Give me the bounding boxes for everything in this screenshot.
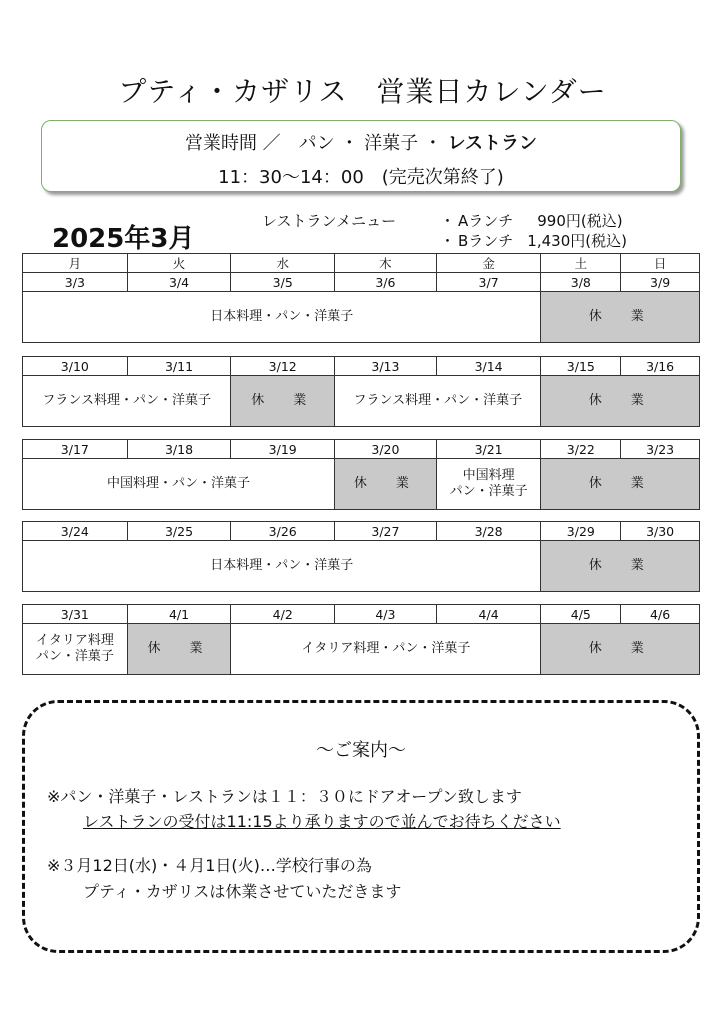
date-row: [23, 605, 699, 624]
date-cell: 3/11: [128, 357, 232, 375]
menu-item-price: 990円(税込): [537, 212, 623, 230]
schedule-row: [23, 376, 699, 426]
notice-line: ※パン・洋菓子・レストランは１１：３０にドアオープン致します: [47, 787, 522, 806]
open-day-cell: 中国料理・パン・洋菓子: [23, 459, 335, 509]
calendar-week-1: [22, 253, 700, 343]
date-cell: 3/31: [23, 605, 128, 623]
date-cell: 4/6: [650, 606, 671, 622]
date-cell: 3/22: [541, 440, 621, 458]
notice-title: 〜ご案内〜: [316, 740, 406, 761]
calendar-week-4: [22, 521, 700, 592]
calendar-week-3: [22, 439, 700, 510]
weekday-sat: 土: [541, 254, 621, 272]
date-cell: 3/9: [650, 274, 671, 290]
business-hours-time: 11：30〜14：00 (完売次第終了): [218, 167, 504, 188]
weekday-wed: 水: [231, 254, 335, 272]
schedule-row: [23, 541, 699, 591]
date-cell: 3/21: [437, 440, 542, 458]
date-cell: 3/12: [231, 357, 335, 375]
weekday-mon: 月: [23, 254, 128, 272]
closed-day-cell: 休 業: [541, 292, 699, 342]
notice-line-underlined: レストランの受付は11:15より承りますので並んでお待ちください: [83, 812, 561, 831]
date-cell: 3/25: [128, 522, 232, 540]
notice-line: ※３月12日(水)・４月1日(火)…学校行事の為: [47, 856, 372, 875]
date-cell: 3/6: [335, 273, 437, 291]
date-cell: 3/7: [437, 273, 542, 291]
date-row: [23, 273, 699, 292]
date-cell: 4/3: [335, 605, 437, 623]
closed-day-cell: 休 業: [231, 376, 335, 426]
date-cell: 3/26: [231, 522, 335, 540]
date-cell: 3/28: [437, 522, 542, 540]
weekday-sun: 日: [653, 256, 667, 271]
date-cell: 3/16: [646, 358, 675, 374]
notice-box: [22, 700, 700, 953]
closed-day-cell: 休 業: [541, 541, 699, 591]
date-cell: 3/18: [128, 440, 232, 458]
date-cell: 4/4: [437, 605, 542, 623]
open-day-cell: [437, 459, 542, 509]
date-cell: 3/27: [335, 522, 437, 540]
menu-item-name: Bランチ: [458, 232, 514, 250]
date-cell: 4/2: [231, 605, 335, 623]
business-hours-label: [42, 129, 680, 155]
restaurant-menu-title: レストランメニュー: [262, 212, 397, 230]
open-day-cell: フランス料理・パン・洋菓子: [335, 376, 541, 426]
closed-day-cell: 休 業: [128, 624, 232, 674]
closed-day-cell: 休 業: [335, 459, 437, 509]
menu-item-b: [440, 230, 627, 251]
open-day-line: 中国料理: [462, 468, 515, 483]
hours-label-restaurant: レストラン: [447, 133, 538, 154]
month-label: 2025年3月: [52, 224, 195, 254]
hours-label-prefix: 営業時間 ／ パン ・ 洋菓子 ・: [184, 133, 448, 154]
date-cell: 3/3: [23, 273, 128, 291]
open-day-cell: フランス料理・パン・洋菓子: [23, 376, 231, 426]
date-cell: 3/10: [23, 357, 128, 375]
calendar-week-2: [22, 356, 700, 427]
closed-day-cell: 休 業: [541, 376, 699, 426]
date-cell: 4/1: [128, 605, 232, 623]
date-cell: 3/23: [646, 441, 675, 457]
menu-item-name: Aランチ: [458, 212, 514, 230]
date-cell: 4/5: [541, 605, 621, 623]
open-day-cell: イタリア料理・パン・洋菓子: [231, 624, 541, 674]
menu-bullet: ・: [440, 212, 456, 230]
open-day-cell: 日本料理・パン・洋菓子: [23, 292, 541, 342]
date-row: [23, 522, 699, 541]
date-cell: 3/30: [646, 523, 675, 539]
schedule-row: [23, 459, 699, 509]
business-hours-box: [41, 120, 681, 192]
open-day-line: イタリア料理: [35, 633, 114, 648]
date-cell: 3/24: [23, 522, 128, 540]
open-day-cell: [23, 624, 128, 674]
date-cell: 3/19: [231, 440, 335, 458]
date-cell: 3/17: [23, 440, 128, 458]
closed-day-cell: 休 業: [541, 624, 699, 674]
date-cell: 3/13: [335, 357, 437, 375]
date-cell: 3/5: [231, 273, 335, 291]
calendar-week-5: [22, 604, 700, 675]
page-title: プティ・カザリス 営業日カレンダー: [118, 75, 607, 108]
open-day-line: パン・洋菓子: [449, 484, 528, 499]
date-cell: 3/29: [541, 522, 621, 540]
date-row: [23, 440, 699, 459]
schedule-row: [23, 624, 699, 674]
date-cell: 3/20: [335, 440, 437, 458]
menu-bullet: ・: [440, 232, 456, 250]
open-day-line: パン・洋菓子: [35, 649, 114, 664]
date-cell: 3/14: [437, 357, 542, 375]
notice-line: プティ・カザリスは休業させていただきます: [83, 882, 402, 901]
date-cell: 3/4: [128, 273, 232, 291]
date-cell: 3/8: [541, 273, 621, 291]
open-day-cell: 日本料理・パン・洋菓子: [23, 541, 541, 591]
date-row: [23, 357, 699, 376]
weekday-tue: 火: [128, 254, 232, 272]
date-cell: 3/15: [541, 357, 621, 375]
menu-item-price: 1,430円(税込): [527, 232, 627, 250]
weekday-thu: 木: [335, 254, 437, 272]
weekday-fri: 金: [437, 254, 542, 272]
menu-item-a: [440, 210, 623, 231]
weekday-header-row: [23, 254, 699, 273]
schedule-row: [23, 292, 699, 342]
closed-day-cell: 休 業: [541, 459, 699, 509]
